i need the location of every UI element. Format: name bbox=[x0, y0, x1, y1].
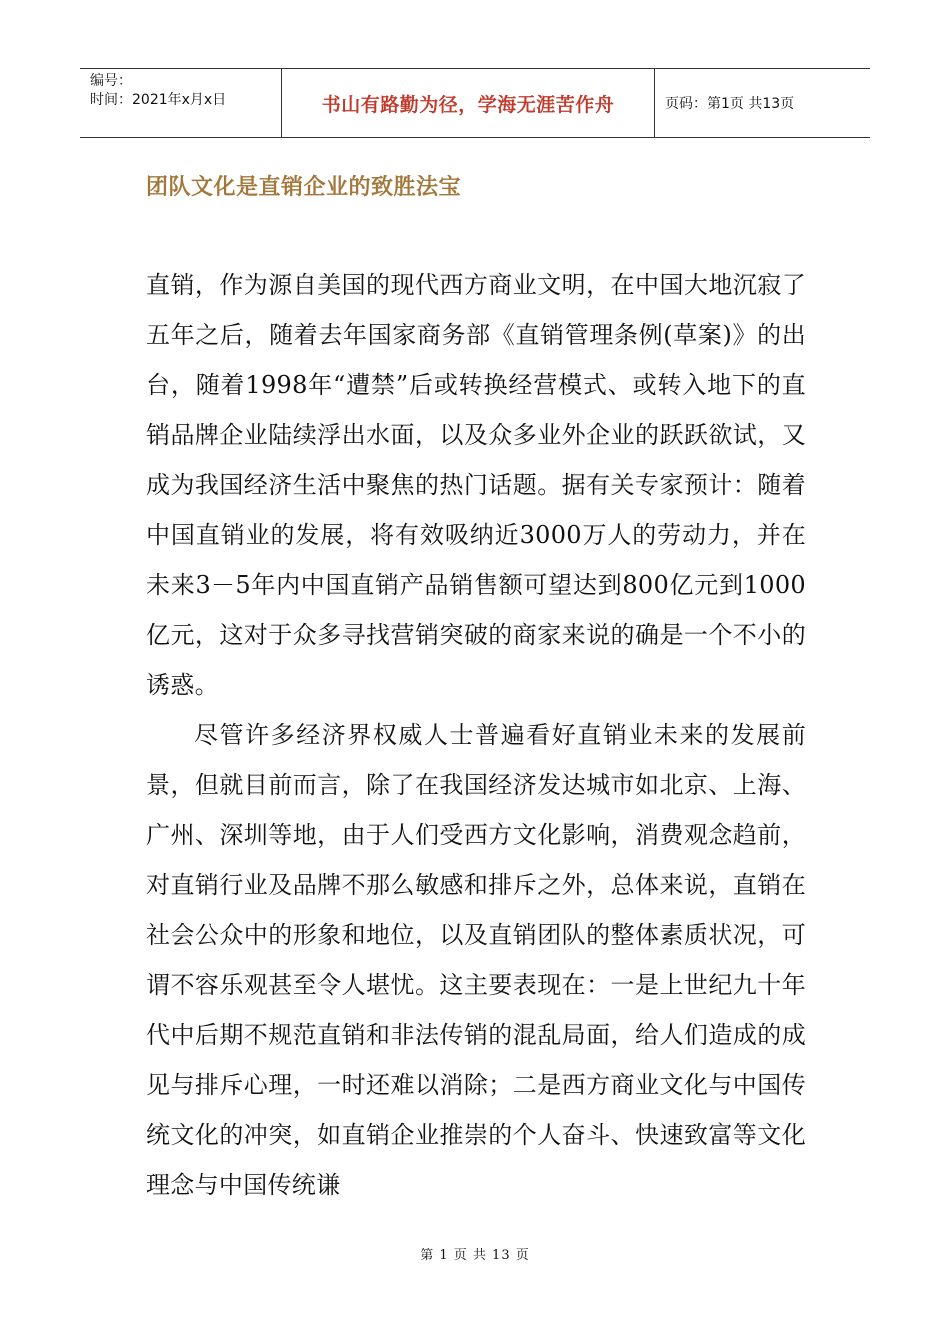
time-label: 时间：2021年x月x日 bbox=[90, 92, 227, 108]
header-meta bbox=[80, 69, 282, 137]
number-label: 编号： bbox=[90, 73, 132, 89]
header-page-info: 页码：第1页 共13页 bbox=[665, 96, 795, 112]
page-footer: 第 1 页 共 13 页 bbox=[420, 1248, 530, 1263]
document-body bbox=[146, 260, 806, 1210]
paragraph-1: 直销，作为源自美国的现代西方商业文明，在中国大地沉寂了五年之后，随着去年国家商务部《直销管理条例(草案)》的出台，随着1998年“遭禁”后或转换经营模式、或转入地下的直销品牌企业陆续浮出水面，以及众多业外企业的跃跃欲试，又成为我国经济生活中聚焦的热门话题。据有关专家预计：随着中国直销业的发展，将有效吸纳近3000万人的劳动力，并在未来3－5年内中国直销产品销售额可望达到800亿元到1000亿元，这对于众多寻找营销突破的商家来说的确是一个不小的诱惑。 bbox=[146, 271, 806, 699]
document-title: 团队文化是直销企业的致胜法宝 bbox=[146, 175, 462, 200]
document-header bbox=[80, 68, 870, 138]
paragraph-2: 尽管许多经济界权威人士普遍看好直销业未来的发展前景，但就目前而言，除了在我国经济发达城市如北京、上海、广州、深圳等地，由于人们受西方文化影响，消费观念趋前，对直销行业及品牌不那么敏感和排斥之外，总体来说，直销在社会公众中的形象和地位，以及直销团队的整体素质状况，可谓不容乐观甚至令人堪忧。这主要表现在：一是上世纪九十年代中后期不规范直销和非法传销的混乱局面，给人们造成的成见与排斥心理，一时还难以消除；二是西方商业文化与中国传统文化的冲突，如直销企业推崇的个人奋斗、快速致富等文化理念与中国传统谦 bbox=[146, 721, 806, 1199]
header-motto: 书山有路勤为径，学海无涯苦作舟 bbox=[282, 69, 655, 137]
